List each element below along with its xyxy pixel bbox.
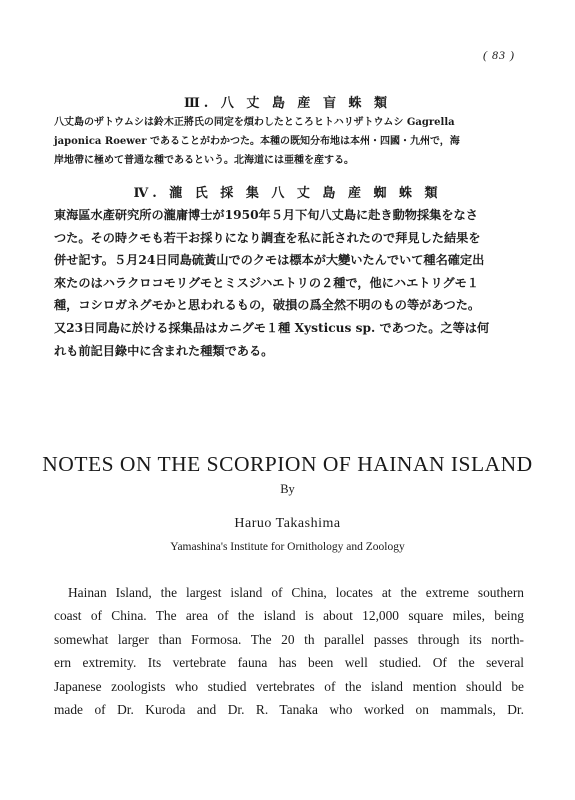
article-title: NOTES ON THE SCORPION OF HAINAN ISLAND bbox=[42, 452, 533, 476]
paragraph-line: つた。その時クモも若干お採りになり調査を私に託されたので拜見した結果を bbox=[54, 230, 481, 245]
paragraph-line: 併せ記す。５月24日同島硫黃山でのクモは標本が大變いたんでいて種名確定出 bbox=[54, 253, 485, 268]
body-line: somewhat larger than Formosa. The 20 th parallel passes through its north- bbox=[54, 631, 524, 647]
paragraph-line: れも前記目錄中に含まれた種類である。 bbox=[54, 343, 274, 358]
paragraph-line: 種，コシロガネグモかと思われるもの，破損の爲全然不明のもの等があつた。 bbox=[54, 298, 481, 313]
paragraph-line: 八丈島のザトウムシは鈴木正將氏の同定を煩わしたところヒトハリザトウムシ Gagrella bbox=[54, 117, 455, 128]
section-3-heading: Ⅲ. 八 丈 島 産 盲 蛛 類 bbox=[183, 96, 392, 111]
section-4-paragraph bbox=[54, 204, 526, 362]
body-line: ern extremity. Its vertebrate fauna has been well studied. Of the several bbox=[54, 655, 524, 671]
page-number: ( 83 ) bbox=[483, 48, 515, 62]
body-line: Hainan Island, the largest island of China, locates at the extreme southern bbox=[68, 585, 524, 600]
author-affiliation: Yamashina's Institute for Ornithology and Zoology bbox=[170, 541, 405, 553]
body-line: Japanese zoologists who studied vertebrates of the island mention should be bbox=[54, 678, 524, 694]
paragraph-line: 又23日同島に於ける採集品はカニグモ１種 Xysticus sp. であつた。之等は何 bbox=[54, 320, 490, 335]
byline: By bbox=[280, 482, 295, 496]
section-4-heading: Ⅳ. 瀧 氏 採 集 八 丈 島 産 蜘 蛛 類 bbox=[133, 186, 442, 201]
paragraph-line: 來たのはハラクロコモリグモとミスジハエトリの２種で，他にハエトリグモ１ bbox=[54, 275, 479, 290]
paragraph-line: japonica Roewer であることがわかつた。本種の既知分布地は本州・四國・九州で，海 bbox=[54, 136, 460, 147]
body-line: made of Dr. Kuroda and Dr. R. Tanaka who worked on mammals, Dr. bbox=[54, 702, 524, 718]
paragraph-line: 岸地帶に極めて普通な種であるという。北海道には亜種を産する。 bbox=[54, 155, 354, 166]
paragraph-line: 東海區水產研究所の瀧庸博士が1950年５月下旬八丈島に赴き動物採集をなさ bbox=[54, 208, 478, 222]
body-line: coast of China. The area of the island is about 12,000 square miles, being bbox=[54, 608, 524, 624]
article-body bbox=[54, 581, 524, 721]
author-name: Haruo Takashima bbox=[234, 516, 341, 531]
section-3-paragraph bbox=[54, 113, 524, 170]
